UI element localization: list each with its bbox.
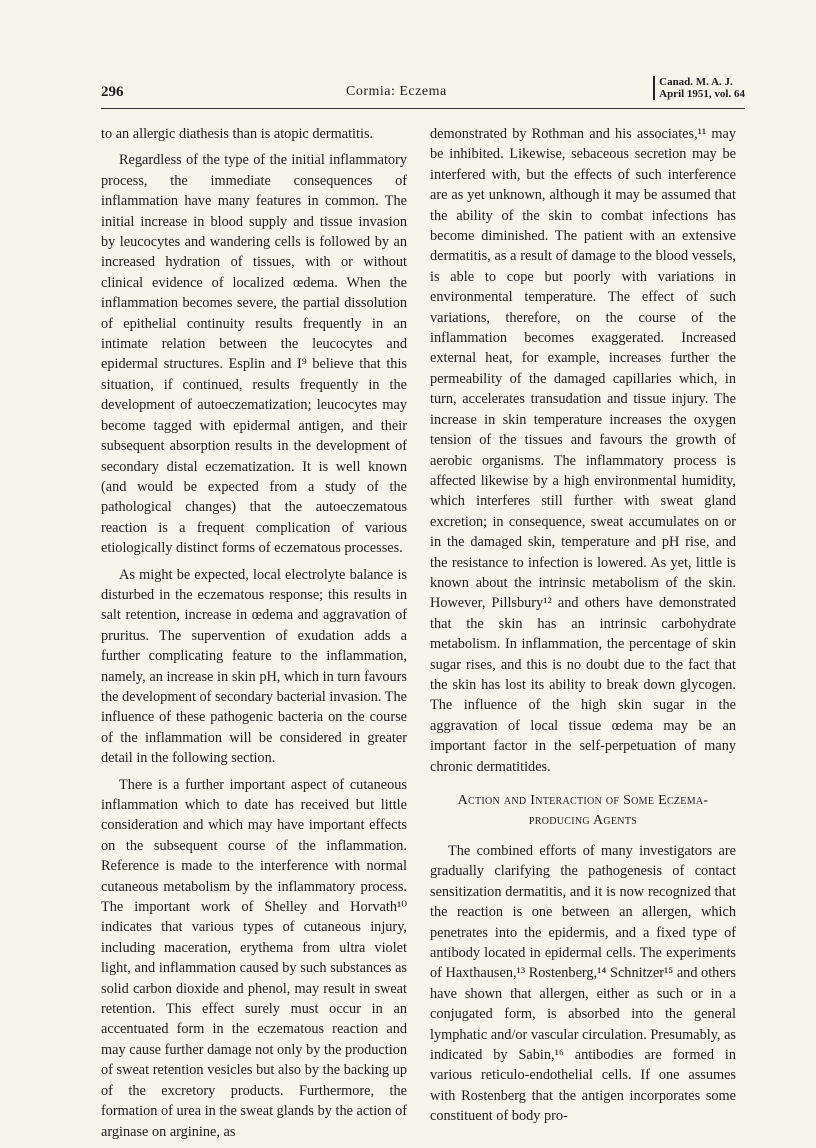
journal-line-1: Canad. M. A. J.	[659, 76, 733, 88]
page-number: 296	[101, 84, 124, 100]
paragraph: demonstrated by Rothman and his associates,¹¹ may be inhibited. Likewise, sebaceous secretion may be interfered with, but the effects of such interference are as yet unknown, although it may be assumed that the ability of the skin to combat infections has become diminished. The patient with an extensive dermatitis, as a result of damage to the blood vessels, is able to cope but poorly with variations in environmental temperature. The effect of such variations, therefore, on the course of the inflammation becomes exaggerated. Increased external heat, for example, increases further the permeability of the damaged capillaries which, in turn, accelerates transudation and tissue injury. The increase in skin temperature increases the oxygen tension of the tissues and favours the growth of aerobic organisms. The inflammatory process is affected likewise by a high environmental humidity, which interferes still further with sweat gland excretion; in consequence, sweat accumulates on or in the damaged skin, temperature and pH rise, and the resistance to infection is lowered. As yet, little is known about the intrinsic metabolism of the skin. However, Pillsbury¹² and others have demonstrated that the skin has an intrinsic carbohydrate metabolism. In inflammation, the percentage of skin sugar rises, and this is no doubt due to the fact that the skin has lost its ability to break down glycogen. The influence of the high skin sugar in the aggravation of local tissue œdema may be an important factor in the self-perpetuation of many chronic dermatitides.	[430, 126, 736, 775]
right-column	[430, 124, 736, 1133]
paragraph: The combined efforts of many investigators are gradually clarifying the pathogenesis of contact sensitization dermatitis, and it is now recognized that the reaction is one between an allergen, which penetrates into the epidermis, and a fixed type of antibody located in epidermal cells. The experiments of Haxthausen,¹³ Rostenberg,¹⁴ Schnitzer¹⁵ and others have shown that allergen, either as such or in a conjugated form, is absorbed into the general lymphatic and/or vascular circulation. Presumably, as indicated by Sabin,¹⁶ antibodies are formed in various reticulo-endothelial cells. If one assumes with Rostenberg that the antigen incorporates some constituent of body pro-	[430, 843, 736, 1125]
journal-line-2: April 1951, vol. 64	[659, 88, 745, 100]
page-header	[101, 76, 745, 109]
running-title: Cormia: Eczema	[346, 84, 447, 99]
paragraph: to an allergic diathesis than is atopic dermatitis.	[101, 126, 374, 142]
section-heading: Action and Interaction of Some Eczema-producing Agents	[457, 793, 709, 828]
paragraph: Regardless of the type of the initial inflammatory process, the immediate consequences of inflammation have many features in common. The initial increase in blood supply and tissue invasion by leucocytes and wandering cells is followed by an increased hydration of tissues, with or without clinical evidence of localized œdema. When the inflammation becomes severe, the partial dissolution of epithelial continuity results frequently in an intimate relation between the leucocytes and epidermal structures. Esplin and I⁹ believe that this situation, if continued, results frequently in the development of autoeczematization; leucocytes may become tagged with epidermal antigen, and their subsequent absorption results in the development of secondary distal eczematization. It is well known (and would be expected from a study of the pathological changes) that the autoeczematous reaction is a frequent complication of various etiologically distinct forms of eczematous processes.	[101, 152, 407, 557]
paragraph: There is a further important aspect of cutaneous inflammation which to date has received but little consideration and which may have important effects on the subsequent course of the inflammation. Reference is made to the interference with normal cutaneous metabolism by the inflammatory process. The important work of Shelley and Horvath¹⁰ indicates that various types of cutaneous injury, including maceration, erythema from ultra violet light, and inflammation caused by such substances as solid carbon dioxide and phenol, may result in sweat retention. This effect surely must occur in an accentuated form in the eczematous reaction and may cause further damage not only by the production of sweat retention vesicles but also by the backing up of the excretory products. Furthermore, the formation of urea in the sweat glands by the action of arginase on arginine, as	[101, 776, 407, 1140]
left-column	[101, 124, 407, 1148]
paragraph: As might be expected, local electrolyte balance is disturbed in the eczematous response; this results in salt retention, increase in œdema and aggravation of pruritus. The supervention of exudation adds a further complicating feature to the inflammation, namely, an increase in skin pH, which in turn favours the development of secondary bacterial invasion. The influence of these pathogenic bacteria on the course of the inflammation will be considered in greater detail in the following section.	[101, 566, 407, 767]
journal-reference	[653, 76, 745, 100]
